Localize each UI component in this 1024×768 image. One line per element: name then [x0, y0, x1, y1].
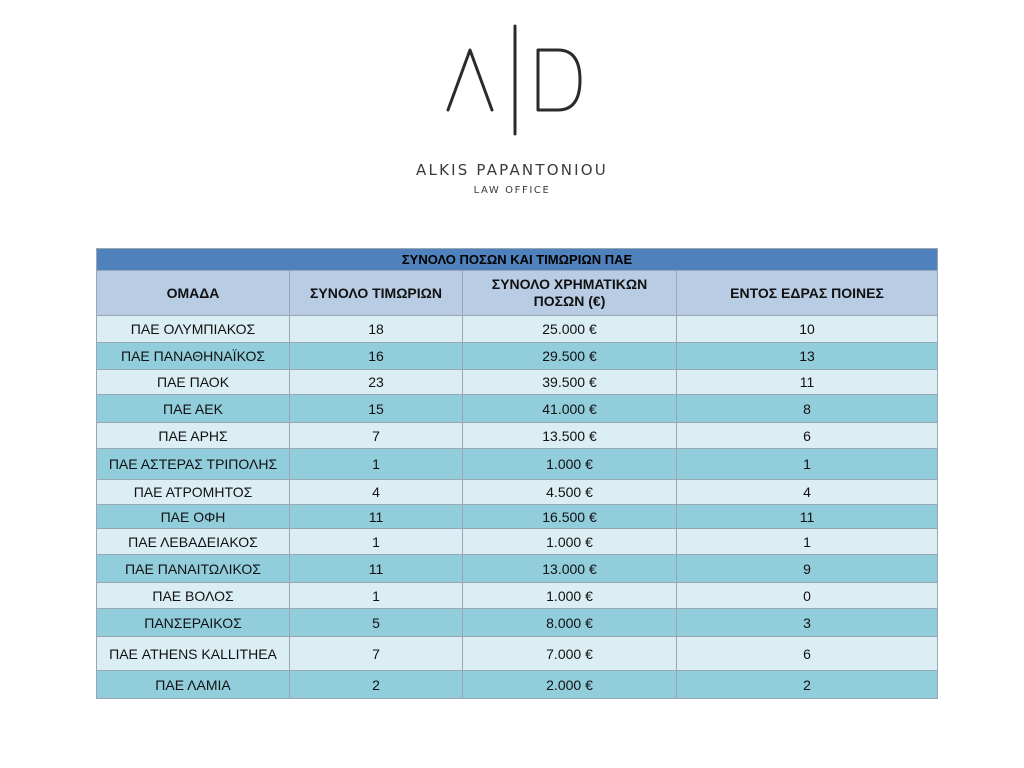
cell-total-penalties: 1: [290, 583, 463, 609]
header-total-amounts: ΣΥΝΟΛΟ ΧΡΗΜΑΤΙΚΩΝ ΠΟΣΩΝ (€): [463, 271, 677, 316]
cell-total-amount: 41.000 €: [463, 395, 677, 423]
table-row: [97, 449, 938, 480]
table-header-row: [97, 271, 938, 316]
cell-total-penalties: 4: [290, 480, 463, 505]
cell-team: ΠΑΝΣΕΡΑΙΚΟΣ: [97, 609, 290, 637]
cell-home-penalties: 8: [677, 395, 938, 423]
cell-home-penalties: 6: [677, 637, 938, 671]
cell-team: ΠΑΕ ΑΣΤΕΡΑΣ ΤΡΙΠΟΛΗΣ: [97, 449, 290, 480]
cell-team: ΠΑΕ ΑΕΚ: [97, 395, 290, 423]
cell-total-amount: 13.000 €: [463, 555, 677, 583]
cell-total-amount: 1.000 €: [463, 583, 677, 609]
table-row: [97, 370, 938, 395]
cell-team: ΠΑΕ ΑΤΡΟΜΗΤΟΣ: [97, 480, 290, 505]
cell-total-amount: 29.500 €: [463, 343, 677, 370]
cell-team: ΠΑΕ ΠΑΝΑΙΤΩΛΙΚΟΣ: [97, 555, 290, 583]
table-row: [97, 423, 938, 449]
cell-home-penalties: 0: [677, 583, 938, 609]
cell-team: ΠΑΕ ΑΡΗΣ: [97, 423, 290, 449]
cell-total-penalties: 11: [290, 505, 463, 529]
cell-team: ΠΑΕ ATHENS KALLITHEA: [97, 637, 290, 671]
table-row: [97, 480, 938, 505]
cell-home-penalties: 11: [677, 370, 938, 395]
cell-home-penalties: 11: [677, 505, 938, 529]
cell-team: ΠΑΕ ΠΑΟΚ: [97, 370, 290, 395]
cell-total-penalties: 1: [290, 449, 463, 480]
header-total-penalties: ΣΥΝΟΛΟ ΤΙΜΩΡΙΩΝ: [290, 271, 463, 316]
cell-total-penalties: 15: [290, 395, 463, 423]
cell-total-amount: 13.500 €: [463, 423, 677, 449]
table-row: [97, 583, 938, 609]
cell-total-amount: 1.000 €: [463, 529, 677, 555]
table-row: [97, 343, 938, 370]
cell-home-penalties: 1: [677, 529, 938, 555]
table-row: [97, 316, 938, 343]
cell-team: ΠΑΕ ΛΕΒΑΔΕΙΑΚΟΣ: [97, 529, 290, 555]
cell-home-penalties: 6: [677, 423, 938, 449]
table-caption-row: [97, 249, 938, 271]
cell-total-amount: 2.000 €: [463, 671, 677, 699]
cell-total-amount: 1.000 €: [463, 449, 677, 480]
brand-subtitle: LAW OFFICE: [473, 185, 551, 196]
table-row: [97, 609, 938, 637]
cell-total-penalties: 18: [290, 316, 463, 343]
table-row: [97, 637, 938, 671]
cell-total-penalties: 7: [290, 637, 463, 671]
cell-total-penalties: 5: [290, 609, 463, 637]
cell-home-penalties: 10: [677, 316, 938, 343]
cell-total-amount: 8.000 €: [463, 609, 677, 637]
cell-total-penalties: 23: [290, 370, 463, 395]
cell-total-amount: 4.500 €: [463, 480, 677, 505]
cell-home-penalties: 13: [677, 343, 938, 370]
cell-total-amount: 39.500 €: [463, 370, 677, 395]
cell-total-penalties: 7: [290, 423, 463, 449]
table-row: [97, 529, 938, 555]
cell-total-penalties: 2: [290, 671, 463, 699]
cell-home-penalties: 4: [677, 480, 938, 505]
cell-team: ΠΑΕ ΛΑΜΙΑ: [97, 671, 290, 699]
cell-total-penalties: 1: [290, 529, 463, 555]
cell-team: ΠΑΕ ΟΛΥΜΠΙΑΚΟΣ: [97, 316, 290, 343]
cell-total-penalties: 11: [290, 555, 463, 583]
cell-team: ΠΑΕ ΠΑΝΑΘΗΝΑΪΚΟΣ: [97, 343, 290, 370]
cell-total-penalties: 16: [290, 343, 463, 370]
monogram-logo: [440, 22, 590, 138]
cell-home-penalties: 1: [677, 449, 938, 480]
cell-home-penalties: 3: [677, 609, 938, 637]
header-team: ΟΜΑΔΑ: [97, 271, 290, 316]
penalties-table: [96, 248, 938, 699]
header-home-penalties: ΕΝΤΟΣ ΕΔΡΑΣ ΠΟΙΝΕΣ: [677, 271, 938, 316]
cell-total-amount: 7.000 €: [463, 637, 677, 671]
table-row: [97, 505, 938, 529]
cell-total-amount: 25.000 €: [463, 316, 677, 343]
table-row: [97, 671, 938, 699]
cell-home-penalties: 2: [677, 671, 938, 699]
cell-total-amount: 16.500 €: [463, 505, 677, 529]
cell-team: ΠΑΕ ΒΟΛΟΣ: [97, 583, 290, 609]
table-caption: ΣΥΝΟΛΟ ΠΟΣΩΝ ΚΑΙ ΤΙΜΩΡΙΩΝ ΠΑΕ: [97, 249, 938, 271]
table-row: [97, 555, 938, 583]
cell-team: ΠΑΕ ΟΦΗ: [97, 505, 290, 529]
brand-name: ALKIS PAPANTONIOU: [416, 161, 608, 179]
cell-home-penalties: 9: [677, 555, 938, 583]
table-row: [97, 395, 938, 423]
